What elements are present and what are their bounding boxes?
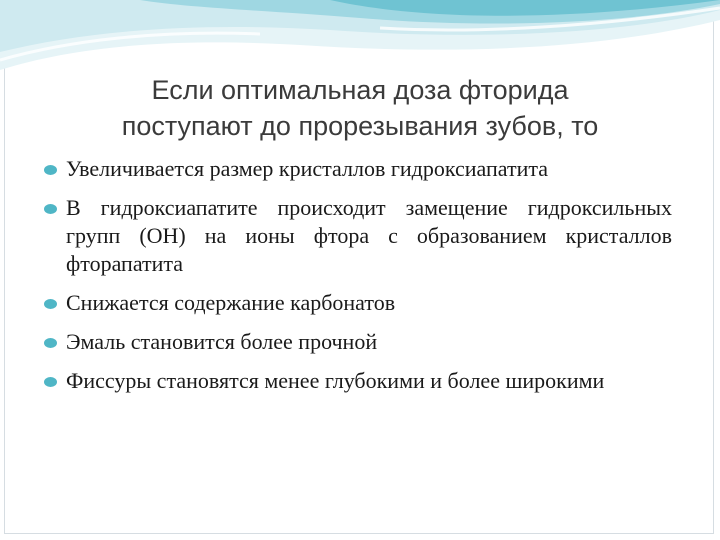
title-line-2: поступают до прорезывания зубов, то <box>121 111 599 141</box>
bullet-item <box>40 289 672 317</box>
bullet-text: Увеличивается размер кристаллов гидроксиапатита <box>66 156 548 181</box>
bullet-dot-icon <box>44 165 57 175</box>
bullet-text: Снижается содержание карбонатов <box>66 290 396 315</box>
bullet-text: Эмаль становится более прочной <box>66 329 378 354</box>
title-line-1: Если оптимальная доза фторида <box>151 75 569 105</box>
slide-title <box>40 72 680 144</box>
bullet-list <box>40 155 672 406</box>
bullet-dot-icon <box>44 204 57 214</box>
bullet-item <box>40 155 672 183</box>
bullet-item <box>40 367 672 395</box>
bullet-dot-icon <box>44 377 57 387</box>
bullet-text: Фиссуры становятся менее глубокими и более широкими <box>66 368 605 393</box>
bullet-item <box>40 194 672 278</box>
bullet-text: В гидроксиапатите происходит замещение гидроксильных групп (OH) на ионы фтора с образованием кристаллов фторапатита <box>66 195 672 276</box>
bullet-item <box>40 328 672 356</box>
bullet-dot-icon <box>44 338 57 348</box>
bullet-dot-icon <box>44 299 57 309</box>
